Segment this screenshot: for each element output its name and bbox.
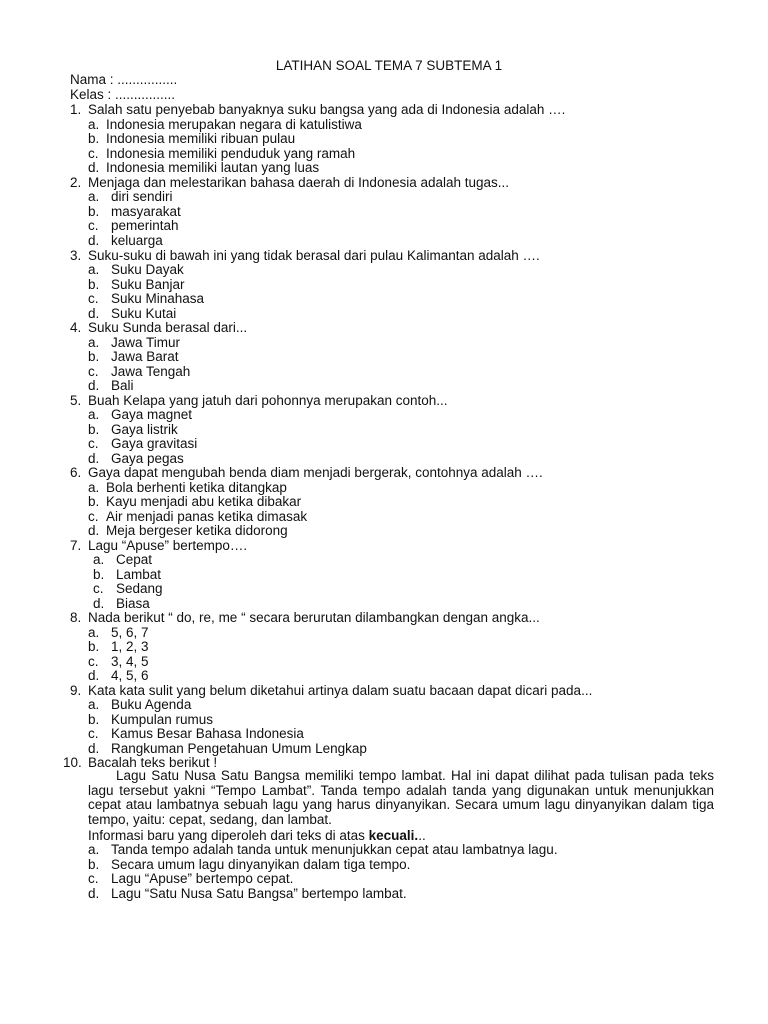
option-label: b. <box>93 567 105 582</box>
option-text: Jawa Barat <box>111 349 179 364</box>
option-label: a. <box>88 697 100 712</box>
question-number: 8. <box>70 610 82 625</box>
prompt-emphasis: kecuali. <box>368 828 419 843</box>
option-text: Suku Kutai <box>111 306 177 321</box>
option-text: masyarakat <box>111 204 181 219</box>
option-label: a. <box>88 407 100 422</box>
option-text: Gaya pegas <box>111 451 184 466</box>
question-number: 2. <box>70 175 82 190</box>
question-text: Menjaga dan melestarikan bahasa daerah di Indonesia adalah tugas... <box>88 175 510 190</box>
question-number: 9. <box>70 683 82 698</box>
option-label: d. <box>93 596 105 611</box>
option-label: c. <box>93 581 104 596</box>
option-label: a. <box>88 117 100 132</box>
option-text: Bola berhenti ketika ditangkap <box>106 480 287 495</box>
question-number: 1. <box>70 102 82 117</box>
option-text: keluarga <box>111 233 163 248</box>
option-text: Secara umum lagu dinyanyikan dalam tiga tempo. <box>111 857 411 872</box>
option-label: b. <box>88 857 100 872</box>
option-text: 5, 6, 7 <box>111 625 149 640</box>
question-text: Salah satu penyebab banyaknya suku bangsa yang ada di Indonesia adalah …. <box>88 102 566 117</box>
option-label: a. <box>93 552 105 567</box>
option-text: Indonesia memiliki penduduk yang ramah <box>106 146 356 161</box>
name-field: Nama : ................ <box>70 72 178 87</box>
question-text: Buah Kelapa yang jatuh dari pohonnya merupakan contoh... <box>88 393 448 408</box>
option-label: a. <box>88 262 100 277</box>
option-text: Lagu “Satu Nusa Satu Bangsa” bertempo lambat. <box>111 886 407 901</box>
option-text: Kayu menjadi abu ketika dibakar <box>106 494 302 509</box>
option-label: c. <box>88 146 99 161</box>
question-number: 10. <box>63 755 82 770</box>
question-text: Nada berikut “ do, re, me “ secara berurutan dilambangkan dengan angka... <box>88 610 540 625</box>
option-text: pemerintah <box>111 218 179 233</box>
option-text: Jawa Timur <box>111 335 181 350</box>
option-label: d. <box>88 160 100 175</box>
option-text: Air menjadi panas ketika dimasak <box>106 509 308 524</box>
option-text: 4, 5, 6 <box>111 668 149 683</box>
option-text: 3, 4, 5 <box>111 654 149 669</box>
option-text: Kumpulan rumus <box>111 712 214 727</box>
reading-passage: Lagu Satu Nusa Satu Bangsa memiliki tempo lambat. Hal ini dapat dilihat pada tulisan pada teks lagu tersebut yakni “Tempo Lambat”. Tanda tempo adalah tanda yang digunakan untuk menunjukkan cepat atau lambatnya sebuah lagu yang harus dinyanyikan. Secara umum lagu dinyanyikan dalam tiga tempo, yaitu: cepat, sedang, dan lambat. <box>88 768 714 827</box>
option-label: c. <box>88 726 99 741</box>
option-label: b. <box>88 277 100 292</box>
option-label: a. <box>88 625 100 640</box>
option-label: d. <box>88 378 100 393</box>
option-label: d. <box>88 668 100 683</box>
question-text: Bacalah teks berikut ! <box>88 755 218 770</box>
option-text: Indonesia memiliki ribuan pulau <box>106 131 296 146</box>
option-text: diri sendiri <box>111 189 173 204</box>
option-label: b. <box>88 422 100 437</box>
option-text: Sedang <box>116 581 163 596</box>
option-label: c. <box>88 436 99 451</box>
option-text: Jawa Tengah <box>111 364 191 379</box>
question-text: Lagu “Apuse” bertempo…. <box>88 538 248 553</box>
option-text: Rangkuman Pengetahuan Umum Lengkap <box>111 741 367 756</box>
prompt-text: Informasi baru yang diperoleh dari teks di atas <box>88 828 369 843</box>
option-label: b. <box>88 494 100 509</box>
option-text: Gaya magnet <box>111 407 193 422</box>
question-number: 4. <box>70 320 82 335</box>
class-field: Kelas : ................ <box>70 87 176 102</box>
option-label: a. <box>88 842 100 857</box>
option-text: Bali <box>111 378 134 393</box>
option-label: b. <box>88 639 100 654</box>
option-text: Lambat <box>116 567 162 582</box>
option-text: Meja bergeser ketika didorong <box>106 523 288 538</box>
option-text: Buku Agenda <box>111 697 192 712</box>
question-text: Gaya dapat mengubah benda diam menjadi bergerak, contohnya adalah …. <box>88 465 543 480</box>
option-label: d. <box>88 233 100 248</box>
option-text: Biasa <box>116 596 150 611</box>
option-label: d. <box>88 451 100 466</box>
option-label: b. <box>88 349 100 364</box>
option-text: Suku Banjar <box>111 277 185 292</box>
question-text: Suku Sunda berasal dari... <box>88 320 248 335</box>
page-title: LATIHAN SOAL TEMA 7 SUBTEMA 1 <box>275 58 503 73</box>
option-label: a. <box>88 335 100 350</box>
option-label: d. <box>88 886 100 901</box>
option-text: Lagu “Apuse” bertempo cepat. <box>111 871 294 886</box>
option-label: d. <box>88 741 100 756</box>
option-text: 1, 2, 3 <box>111 639 149 654</box>
option-label: c. <box>88 291 99 306</box>
option-text: Gaya listrik <box>111 422 178 437</box>
option-label: c. <box>88 871 99 886</box>
option-label: c. <box>88 364 99 379</box>
option-label: c. <box>88 218 99 233</box>
option-label: d. <box>88 306 100 321</box>
option-text: Indonesia memiliki lautan yang luas <box>106 160 320 175</box>
question-text: Kata kata sulit yang belum diketahui artinya dalam suatu bacaan dapat dicari pada... <box>88 683 593 698</box>
option-label: c. <box>88 509 99 524</box>
option-text: Suku Dayak <box>111 262 184 277</box>
option-label: a. <box>88 189 100 204</box>
option-text: Cepat <box>116 552 153 567</box>
question-number: 5. <box>70 393 82 408</box>
option-label: c. <box>88 654 99 669</box>
question-text: Suku-suku di bawah ini yang tidak berasal dari pulau Kalimantan adalah …. <box>88 248 540 263</box>
option-text: Suku Minahasa <box>111 291 205 306</box>
prompt-ellipsis: .. <box>418 828 426 843</box>
option-label: b. <box>88 204 100 219</box>
option-label: b. <box>88 712 100 727</box>
option-label: d. <box>88 523 100 538</box>
option-text: Kamus Besar Bahasa Indonesia <box>111 726 304 741</box>
option-text: Tanda tempo adalah tanda untuk menunjukkan cepat atau lambatnya lagu. <box>111 842 558 857</box>
question-number: 6. <box>70 465 82 480</box>
question-number: 7. <box>70 538 82 553</box>
option-label: b. <box>88 131 100 146</box>
option-text: Indonesia merupakan negara di katulistiwa <box>106 117 362 132</box>
option-label: a. <box>88 480 100 495</box>
option-text: Gaya gravitasi <box>111 436 198 451</box>
question-number: 3. <box>70 248 82 263</box>
